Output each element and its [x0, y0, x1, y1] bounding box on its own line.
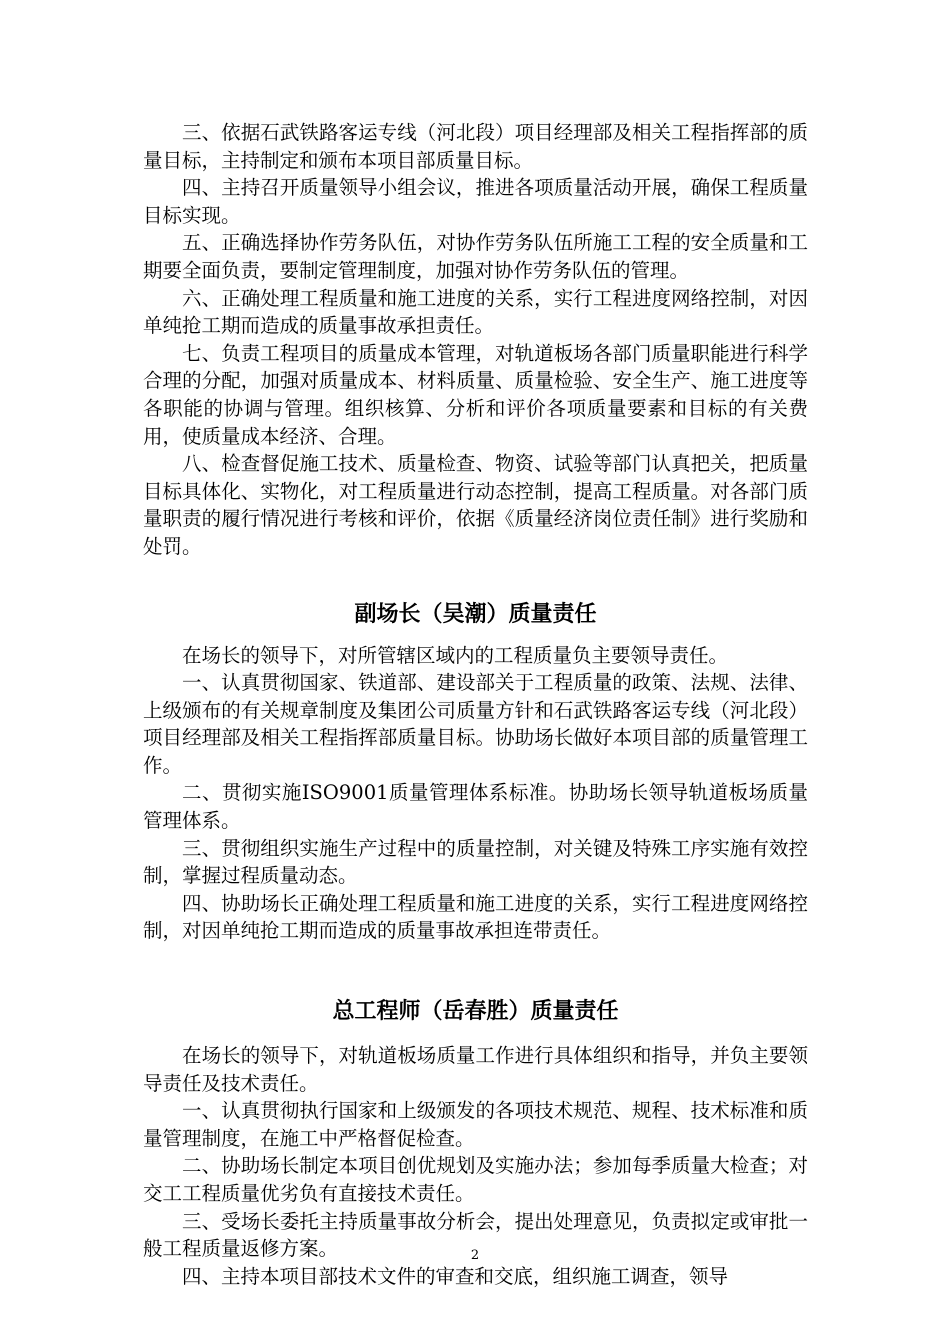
paragraph: 一、认真贯彻国家、铁道部、建设部关于工程质量的政策、法规、法律、上级颁布的有关规章制度及集团公司质量方针和石武铁路客运专线（河北段）项目经理部及相关工程指挥部质量目标。协助场长做好本项目部的质量管理工作。 [143, 671, 808, 777]
section-general-manager-duties [143, 119, 808, 561]
section-title-chief-engineer: 总工程师（岳春胜）质量责任 [332, 999, 619, 1025]
paragraph: 二、协助场长制定本项目创优规划及实施办法；参加每季质量大检查；对交工工程质量优劣负有直接技术责任。 [143, 1154, 808, 1205]
document-body [143, 119, 808, 1290]
paragraph: 三、受场长委托主持质量事故分析会，提出处理意见，负责拟定或审批一般工程质量返修方案。 [143, 1209, 808, 1261]
paragraph: 四、主持本项目部技术文件的审查和交底，组织施工调查，领导 [182, 1264, 729, 1288]
paragraph: 三、贯彻组织实施生产过程中的质量控制，对关键及特殊工序实施有效控制，掌握过程质量动态。 [143, 836, 808, 888]
paragraph: 在场长的领导下，对轨道板场质量工作进行具体组织和指导，并负主要领导责任及技术责任。 [143, 1044, 808, 1095]
paragraph: 七、负责工程项目的质量成本管理，对轨道板场各部门质量职能进行科学合理的分配，加强对质量成本、材料质量、质量检验、安全生产、施工进度等各职能的协调与管理。组织核算、分析和评价各项质量要素和目标的有关费用，使质量成本经济、合理。 [143, 341, 808, 448]
page-number: 2 [470, 1248, 480, 1263]
paragraph: 在场长的领导下，对所管辖区域内的工程质量负主要领导责任。 [182, 643, 729, 667]
paragraph: 四、协助场长正确处理工程质量和施工进度的关系，实行工程进度网络控制，对因单纯抢工期而造成的质量事故承担连带责任。 [143, 891, 808, 943]
section-title-deputy-manager: 副场长（吴潮）质量责任 [354, 601, 597, 627]
paragraph: 五、正确选择协作劳务队伍，对协作劳务队伍所施工工程的安全质量和工期要全面负责，要制定管理制度，加强对协作劳务队伍的管理。 [143, 231, 808, 282]
paragraph: 六、正确处理工程质量和施工进度的关系，实行工程进度网络控制，对因单纯抢工期而造成的质量事故承担责任。 [143, 286, 808, 338]
paragraph: 二、贯彻实施ISO9001质量管理体系标准。协助场长领导轨道板场质量管理体系。 [143, 781, 808, 833]
paragraph: 一、认真贯彻执行国家和上级颁发的各项技术规范、规程、技术标准和质量管理制度，在施工中严格督促检查。 [143, 1099, 808, 1150]
paragraph: 八、检查督促施工技术、质量检查、物资、试验等部门认真把关，把质量目标具体化、实物化，对工程质量进行动态控制，提高工程质量。对各部门质量职责的履行情况进行考核和评价，依据《质量经济岗位责任制》进行奖励和处罚。 [143, 452, 808, 558]
section-deputy-manager-duties [143, 642, 808, 946]
paragraph: 三、依据石武铁路客运专线（河北段）项目经理部及相关工程指挥部的质量目标，主持制定和颁布本项目部质量目标。 [143, 121, 808, 172]
paragraph: 四、主持召开质量领导小组会议，推进各项质量活动开展，确保工程质量目标实现。 [143, 176, 808, 227]
